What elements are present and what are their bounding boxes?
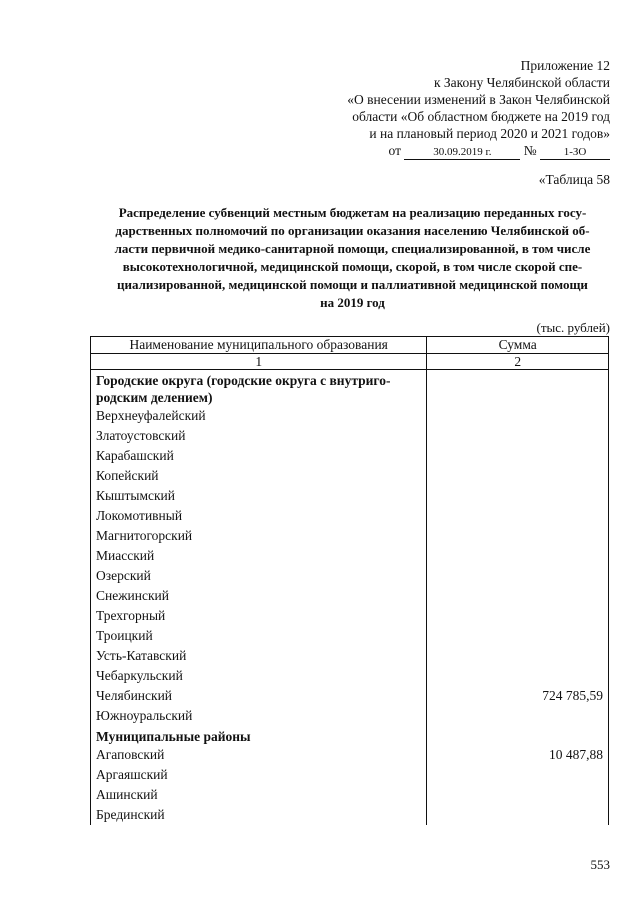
number-label: № — [523, 143, 537, 158]
subvention-amount — [427, 785, 609, 805]
subvention-amount: 10 487,88 — [427, 745, 609, 765]
municipality-name: Ашинский — [91, 785, 427, 805]
municipality-name: Брединский — [91, 805, 427, 825]
municipality-name: Озерский — [91, 566, 427, 586]
group-heading-line: Муниципальные районы — [96, 729, 251, 744]
column-header-name: Наименование муниципального образования — [91, 337, 427, 354]
header-line: и на плановый период 2020 и 2021 годов» — [369, 126, 610, 141]
group-heading — [91, 370, 427, 407]
table-body — [91, 370, 609, 826]
header-line: к Закону Челябинской области — [433, 75, 610, 90]
table-row — [91, 626, 609, 646]
title-line: ласти первичной медико-санитарной помощи, специализированной, в том числе — [114, 241, 591, 256]
title-line: высокотехнологичной, медицинской помощи, скорой, в том числе скорой спе- — [122, 259, 583, 274]
table-row — [91, 466, 609, 486]
municipality-name: Трехгорный — [91, 606, 427, 626]
municipality-name: Челябинский — [91, 686, 427, 706]
municipality-name: Локомотивный — [91, 506, 427, 526]
group-heading — [91, 726, 427, 745]
subvention-amount — [427, 526, 609, 546]
subvention-amount: 724 785,59 — [427, 686, 609, 706]
municipality-name: Чебаркульский — [91, 666, 427, 686]
title-line: циализированной, медицинской помощи и паллиативной медицинской помощи — [117, 277, 588, 292]
subvention-amount — [427, 706, 609, 726]
group-heading-line: Городские округа (городские округа с внутриго- — [96, 373, 391, 388]
group-amount — [427, 370, 609, 407]
subvention-amount — [427, 506, 609, 526]
subvention-table — [90, 336, 609, 825]
table-row — [91, 586, 609, 606]
municipality-name: Кыштымский — [91, 486, 427, 506]
header-line: «О внесении изменений в Закон Челябинской — [347, 92, 610, 107]
municipality-name: Копейский — [91, 466, 427, 486]
subvention-amount — [427, 805, 609, 825]
group-heading-line: родским делением) — [96, 390, 213, 405]
date-number-line — [290, 142, 610, 160]
subvention-amount — [427, 486, 609, 506]
municipality-name: Миасский — [91, 546, 427, 566]
subvention-amount — [427, 566, 609, 586]
table-row — [91, 646, 609, 666]
subvention-amount — [427, 426, 609, 446]
table-row — [91, 526, 609, 546]
municipality-name: Южноуральский — [91, 706, 427, 726]
table-label: «Таблица 58 — [538, 172, 610, 187]
appendix-header — [290, 57, 610, 160]
units-label: (тыс. рублей) — [536, 320, 610, 335]
municipality-name: Усть-Катавский — [91, 646, 427, 666]
subvention-amount — [427, 406, 609, 426]
table-row — [91, 805, 609, 825]
page-number: 553 — [590, 857, 610, 872]
subvention-amount — [427, 646, 609, 666]
table-row — [91, 666, 609, 686]
table-row — [91, 686, 609, 706]
municipality-name: Снежинский — [91, 586, 427, 606]
table-row — [91, 546, 609, 566]
municipality-name: Троицкий — [91, 626, 427, 646]
column-number: 1 — [91, 354, 427, 370]
ot-label: от — [388, 143, 401, 158]
table-row — [91, 506, 609, 526]
column-number: 2 — [427, 354, 609, 370]
group-heading-row — [91, 370, 609, 407]
table-row — [91, 486, 609, 506]
table-row — [91, 606, 609, 626]
law-number: 1-ЗО — [540, 146, 610, 160]
table-row — [91, 745, 609, 765]
column-number-row — [91, 354, 609, 370]
subvention-amount — [427, 546, 609, 566]
table-row — [91, 446, 609, 466]
group-amount — [427, 726, 609, 745]
table-row — [91, 406, 609, 426]
document-title — [95, 204, 610, 312]
subvention-amount — [427, 466, 609, 486]
table-header-row — [91, 337, 609, 354]
municipality-name: Магнитогорский — [91, 526, 427, 546]
law-date: 30.09.2019 г. — [404, 146, 520, 160]
table-row — [91, 426, 609, 446]
subvention-amount — [427, 586, 609, 606]
municipality-name: Златоустовский — [91, 426, 427, 446]
header-line: области «Об областном бюджете на 2019 год — [352, 109, 610, 124]
subvention-amount — [427, 446, 609, 466]
municipality-name: Аргаяшский — [91, 765, 427, 785]
table-row — [91, 765, 609, 785]
header-line: Приложение 12 — [520, 58, 610, 73]
table-row — [91, 566, 609, 586]
subvention-amount — [427, 666, 609, 686]
title-line: дарственных полномочий по организации оказания населению Челябинской об- — [115, 223, 590, 238]
title-line: Распределение субвенций местным бюджетам на реализацию переданных госу- — [118, 205, 587, 220]
column-header-amount: Сумма — [427, 337, 609, 354]
table-row — [91, 706, 609, 726]
group-heading-row — [91, 726, 609, 745]
municipality-name: Карабашский — [91, 446, 427, 466]
municipality-name: Агаповский — [91, 745, 427, 765]
table-row — [91, 785, 609, 805]
municipality-name: Верхнеуфалейский — [91, 406, 427, 426]
subvention-amount — [427, 626, 609, 646]
title-line: на 2019 год — [320, 295, 385, 310]
subvention-amount — [427, 606, 609, 626]
subvention-amount — [427, 765, 609, 785]
